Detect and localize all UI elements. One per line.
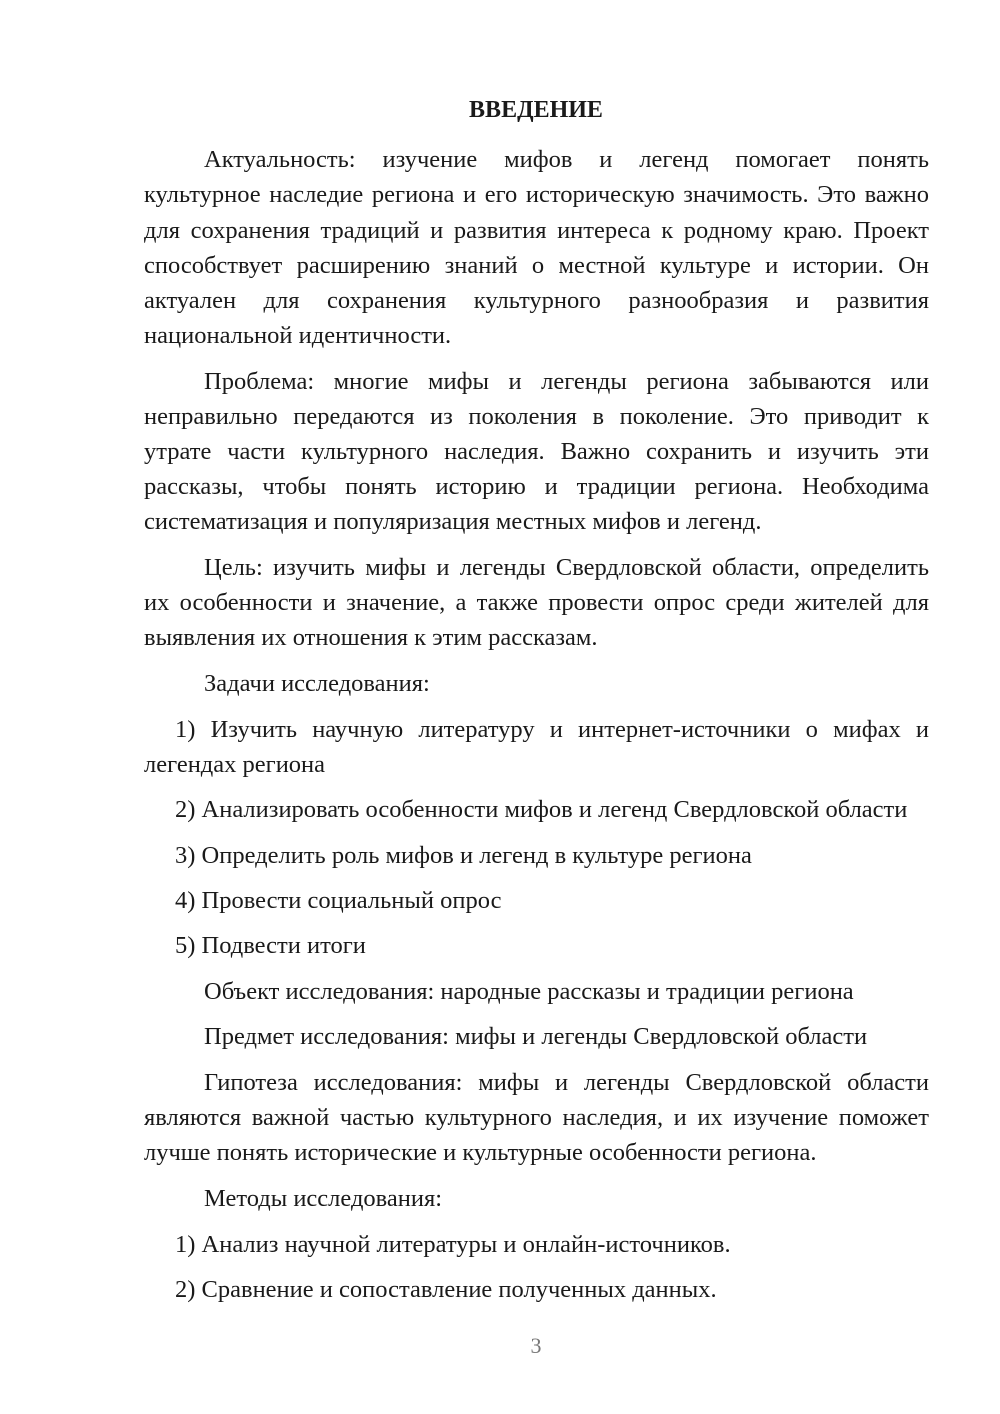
research-subject: Предмет исследования: мифы и легенды Свердловской области: [204, 1023, 868, 1050]
method-item-2: 2) Сравнение и сопоставление полученных данных.: [175, 1276, 717, 1303]
problem-line-3: утрате части культурного наследия. Важно сохранить и изучить эти: [144, 438, 929, 465]
goal-line-1: Цель: изучить мифы и легенды Свердловской области, определить: [204, 554, 929, 581]
task-item-1-continued: легендах региона: [144, 751, 326, 778]
task-item-4: 4) Провести социальный опрос: [175, 887, 502, 914]
problem-line-1: Проблема: многие мифы и легенды региона забываются или: [204, 368, 929, 395]
page-title: ВВЕДЕНИЕ: [469, 97, 603, 123]
hypothesis-line-3: лучше понять исторические и культурные особенности региона.: [144, 1139, 817, 1166]
problem-line-2: неправильно передаются из поколения в поколение. Это приводит к: [144, 403, 929, 430]
task-item-1: 1) Изучить научную литературу и интернет-источники о мифах и: [175, 716, 929, 743]
goal-line-3: выявления их отношения к этим рассказам.: [144, 624, 598, 651]
research-object: Объект исследования: народные рассказы и традиции региона: [204, 978, 854, 1005]
goal-line-2: их особенности и значение, а также провести опрос среди жителей для: [144, 589, 929, 616]
problem-line-4: рассказы, чтобы понять историю и традиции региона. Необходима: [144, 473, 929, 500]
hypothesis-line-2: являются важной частью культурного наследия, и их изучение поможет: [144, 1104, 929, 1131]
tasks-heading: Задачи исследования:: [204, 670, 430, 697]
method-item-1: 1) Анализ научной литературы и онлайн-источников.: [175, 1231, 731, 1258]
methods-heading: Методы исследования:: [204, 1185, 443, 1212]
page-number: 3: [530, 1333, 542, 1358]
relevance-line-5: актуален для сохранения культурного разнообразия и развития: [144, 287, 929, 314]
task-item-2: 2) Анализировать особенности мифов и легенд Свердловской области: [175, 796, 908, 823]
relevance-line-2: культурное наследие региона и его историческую значимость. Это важно: [144, 181, 929, 208]
relevance-line-3: для сохранения традиций и развития интереса к родному краю. Проект: [144, 217, 929, 244]
problem-line-5: систематизация и популяризация местных мифов и легенд.: [144, 508, 762, 535]
task-item-5: 5) Подвести итоги: [175, 932, 366, 959]
relevance-line-1: Актуальность: изучение мифов и легенд помогает понять: [204, 146, 929, 173]
relevance-line-6: национальной идентичности.: [144, 322, 452, 349]
task-item-3: 3) Определить роль мифов и легенд в культуре региона: [175, 842, 752, 869]
relevance-line-4: способствует расширению знаний о местной культуре и истории. Он: [144, 252, 929, 279]
hypothesis-line-1: Гипотеза исследования: мифы и легенды Свердловской области: [204, 1069, 929, 1096]
